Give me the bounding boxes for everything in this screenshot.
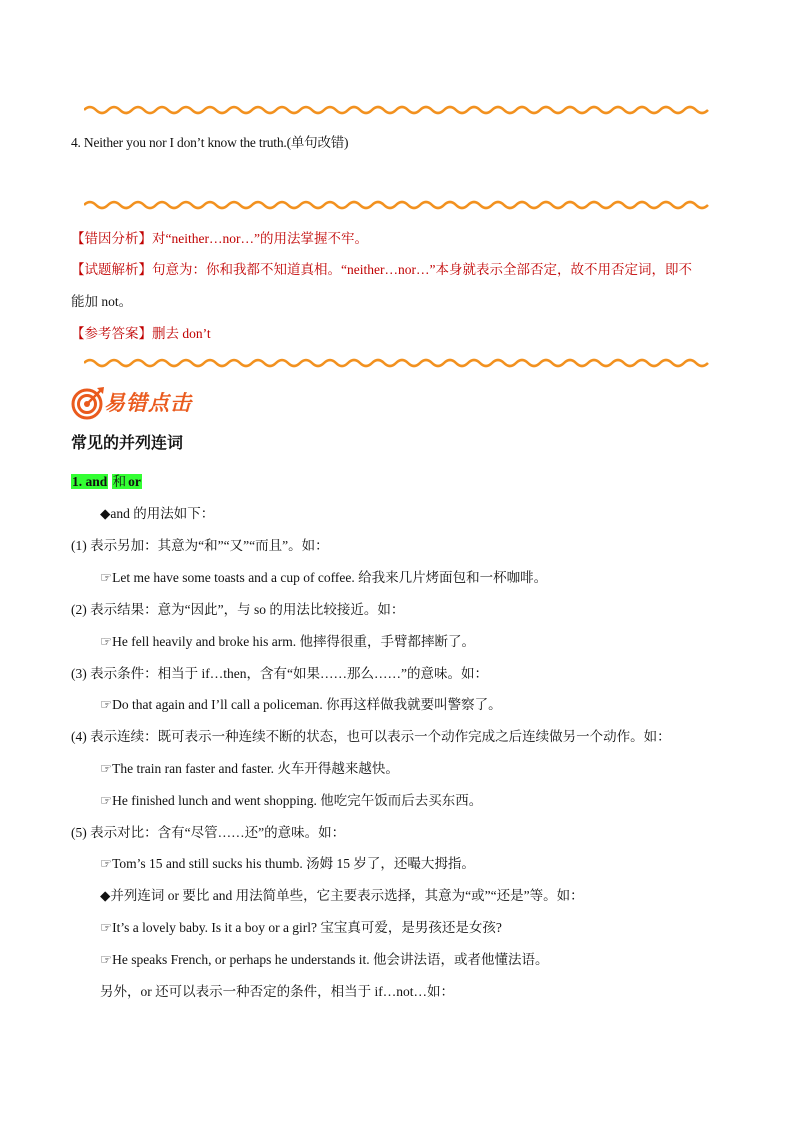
parse-analysis-label: 【试题解析】 [71, 262, 152, 277]
example-2: ☞He fell heavily and broke his arm. 他摔得很重，手臂都摔断了。 [100, 634, 476, 649]
highlight-and: 1. and [72, 474, 108, 489]
usage-item-4: (4) 表示连续：既可表示一种连续不断的状态，也可以表示一个动作完成之后连续做另一个动作。如： [71, 729, 671, 744]
reference-answer [71, 325, 211, 343]
highlight-he: 和 [112, 474, 127, 489]
section-title: 常见的并列连词 [71, 433, 184, 452]
example-4b: ☞He finished lunch and went shopping. 他吃完午饭而后去买东西。 [100, 793, 483, 808]
usage-item-1: (1) 表示另加：其意为“和”“又”“而且”。如： [71, 538, 329, 553]
question-text: 4. Neither you nor I don’t know the truth.(单句改错) [71, 135, 349, 150]
logo-text: 易错点击 [104, 391, 192, 415]
target-arrow-icon [71, 386, 105, 420]
example-4a: ☞The train ran faster and faster. 火车开得越来越快。 [100, 761, 399, 776]
error-analysis-label: 【错因分析】 [71, 231, 152, 246]
section-logo [71, 383, 221, 423]
error-analysis [71, 230, 368, 248]
example-5: ☞Tom’s 15 and still sucks his thumb. 汤姆 15 岁了，还嘬大拇指。 [100, 856, 475, 871]
parse-analysis [71, 261, 692, 279]
wavy-divider [84, 357, 710, 369]
example-or-1: ☞It’s a lovely baby. Is it a boy or a girl? 宝宝真可爱，是男孩还是女孩? [100, 920, 502, 935]
usage-item-2: (2) 表示结果：意为“因此”，与 so 的用法比较接近。如： [71, 602, 405, 617]
highlight-or: or [128, 474, 141, 489]
example-3: ☞Do that again and I’ll call a policeman. 你再这样做我就要叫警察了。 [100, 697, 502, 712]
wavy-divider [84, 104, 710, 116]
wavy-divider [84, 199, 710, 211]
example-or-2: ☞He speaks French, or perhaps he understands it. 他会讲法语，或者他懂法语。 [100, 952, 549, 967]
bullet-or-usage: ◆并列连词 or 要比 and 用法简单些，它主要表示选择，其意为“或”“还是”等。如： [100, 888, 584, 903]
usage-item-3: (3) 表示条件：相当于 if…then，含有“如果……那么……”的意味。如： [71, 666, 488, 681]
subheading-and-or [71, 474, 142, 490]
usage-item-5: (5) 表示对比：含有“尽管……还”的意味。如： [71, 825, 346, 840]
reference-answer-text: 删去 don’t [152, 326, 211, 341]
bullet-and-usage: ◆and 的用法如下： [100, 506, 215, 521]
error-analysis-text: 对“neither…nor…”的用法掌握不牢。 [152, 231, 368, 246]
reference-answer-label: 【参考答案】 [71, 326, 152, 341]
parse-analysis-text: 句意为：你和我都不知道真相。“neither…nor…”本身就表示全部否定，故不用否定词，即不 [152, 262, 692, 277]
example-1: ☞Let me have some toasts and a cup of coffee. 给我来几片烤面包和一杯咖啡。 [100, 570, 548, 585]
or-negative-condition: 另外，or 还可以表示一种否定的条件，相当于 if…not…如： [100, 984, 454, 999]
parse-analysis-continued: 能加 not。 [71, 294, 133, 309]
